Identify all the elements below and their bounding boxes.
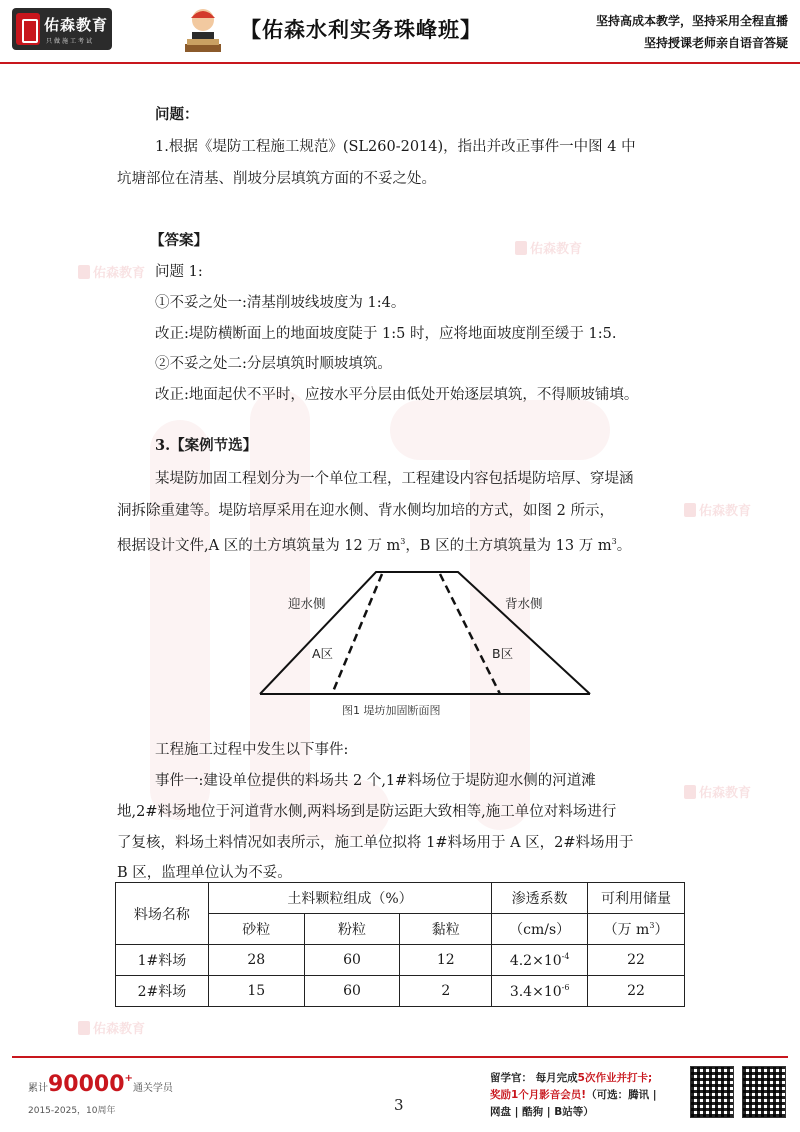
logo-seal-icon (16, 13, 40, 45)
question-1-line-1: 1.根据《堤防工程施工规范》(SL260-2014)，指出并改正事件一中图 4 中 (155, 139, 636, 155)
figure-caption: 图1 堤坊加固断面图 (342, 704, 441, 717)
cell-sand: 15 (208, 976, 304, 1007)
answer-line-4: 改正:地面起伏不平时，应按水平分层由低处开始逐层填筑，不得顺坡铺填。 (155, 387, 639, 403)
question-1-line-2: 坑塘部位在清基、削坡分层填筑方面的不妥之处。 (117, 171, 436, 187)
header-divider (0, 62, 800, 64)
header-clay: 黏粒 (400, 914, 492, 945)
watermark: 佑森教育 (684, 500, 751, 519)
cell-silt: 60 (304, 945, 400, 976)
label-downstream-side: 背水侧 (505, 596, 543, 611)
cell-name: 2#料场 (116, 976, 209, 1007)
events-intro: 工程施工过程中发生以下事件: (155, 742, 349, 758)
qr-code-icon[interactable] (690, 1066, 734, 1118)
header-sand: 砂粒 (208, 914, 304, 945)
cell-reserve: 22 (588, 976, 685, 1007)
qr-code-icon[interactable] (742, 1066, 786, 1118)
cell-name: 1#料场 (116, 945, 209, 976)
borrow-area-soil-table (115, 882, 685, 1007)
header-slogan-2: 坚持授课老师亲自语音答疑 (643, 36, 788, 50)
mascot-icon (183, 6, 223, 56)
cell-silt: 60 (304, 976, 400, 1007)
brand-logo (12, 8, 112, 50)
header-permeability-unit: （cm/s） (492, 914, 588, 945)
answer-line-3: ②不妥之处二:分层填筑时顺坡填筑。 (155, 356, 392, 372)
page-number: 3 (394, 1096, 404, 1114)
label-zone-a: A区 (312, 646, 334, 661)
logo-subtitle: 只做施工考试 (46, 38, 95, 45)
answer-heading: 【答案】 (150, 232, 208, 249)
page-header (0, 0, 800, 62)
event-1-line-3: 了复核，料场土料情况如表所示，施工单位拟将 1#料场用于 A 区，2#料场用于 (117, 835, 634, 851)
footer-promo-line-2: 奖励1个月影音会员!（可选：腾讯 | (490, 1089, 657, 1101)
header-slogan-1: 坚持高成本教学，坚持采用全程直播 (595, 14, 788, 28)
footer-divider (12, 1056, 788, 1058)
footer-promo-line-3: 网盘 | 酷狗 | B站等） (490, 1106, 594, 1118)
answer-line-2: 改正:堤防横断面上的地面坡度陡于 1:5 时，应将地面坡度削至缓于 1:5. (155, 326, 617, 342)
header-usable-reserve: 可利用储量 (588, 883, 685, 914)
case-heading: 3.【案例节选】 (155, 437, 258, 454)
answer-line-1: ①不妥之处一:清基削坡线坡度为 1:4。 (155, 295, 406, 311)
case-para-line-3: 根据设计文件,A 区的土方填筑量为 12 万 $m^3$，B 区的土方填筑量为 13 万 $m^3$。 (117, 537, 632, 554)
event-1-line-2: 地,2#料场地位于河道背水侧,两料场到是防运距大致相等,施工单位对料场进行 (117, 804, 617, 820)
answer-label: 问题 1: (155, 264, 203, 280)
case-para-line-1: 某堤防加固工程划分为一个单位工程，工程建设内容包括堤防培厚、穿堤涵 (155, 471, 634, 487)
zone-b-boundary (440, 574, 500, 694)
header-title: 【佑森水利实务珠峰班】 (240, 18, 482, 42)
header-grain-composition: 土料颗粒组成（%） (208, 883, 491, 914)
question-heading: 问题： (155, 106, 199, 123)
label-zone-b: B区 (492, 646, 514, 661)
watermark: 佑森教育 (78, 1018, 145, 1037)
watermark: 佑森教育 (78, 262, 145, 281)
event-1-line-4: B 区，监理单位认为不妥。 (117, 865, 292, 881)
cell-reserve: 22 (588, 945, 685, 976)
cell-clay: 2 (400, 976, 492, 1007)
watermark: 佑森教育 (515, 238, 582, 257)
embankment-cross-section-figure (250, 562, 600, 722)
watermark: 佑森教育 (684, 782, 751, 801)
header-permeability: 渗透系数 (492, 883, 588, 914)
table-row (116, 945, 685, 976)
header-silt: 粉粒 (304, 914, 400, 945)
cell-clay: 12 (400, 945, 492, 976)
anniversary-years: 2015-2025，10周年 (28, 1106, 116, 1116)
table-header-row (116, 883, 685, 914)
cell-sand: 28 (208, 945, 304, 976)
header-reserve-unit: （万 $m^3$） (588, 914, 685, 945)
label-upstream-side: 迎水侧 (288, 596, 326, 611)
student-count: 累计90000+通关学员 (28, 1072, 173, 1097)
embankment-outline (260, 572, 590, 694)
logo-name: 佑森教育 (44, 16, 109, 34)
case-para-line-2: 洞拆除重建等。堤防培厚采用在迎水侧、背水侧均加培的方式，如图 2 所示， (117, 503, 614, 519)
event-1-line-1: 事件一:建设单位提供的料场共 2 个,1#料场位于堤防迎水侧的河道滩 (155, 773, 596, 789)
header-borrow-area-name: 料场名称 (116, 883, 209, 945)
footer-promo-line-1: 留学官： 每月完成5次作业并打卡; (490, 1072, 653, 1084)
cell-permeability: $3.4\times 10^{-6}$ (492, 976, 588, 1007)
cell-permeability: $4.2\times 10^{-4}$ (492, 945, 588, 976)
table-row (116, 976, 685, 1007)
